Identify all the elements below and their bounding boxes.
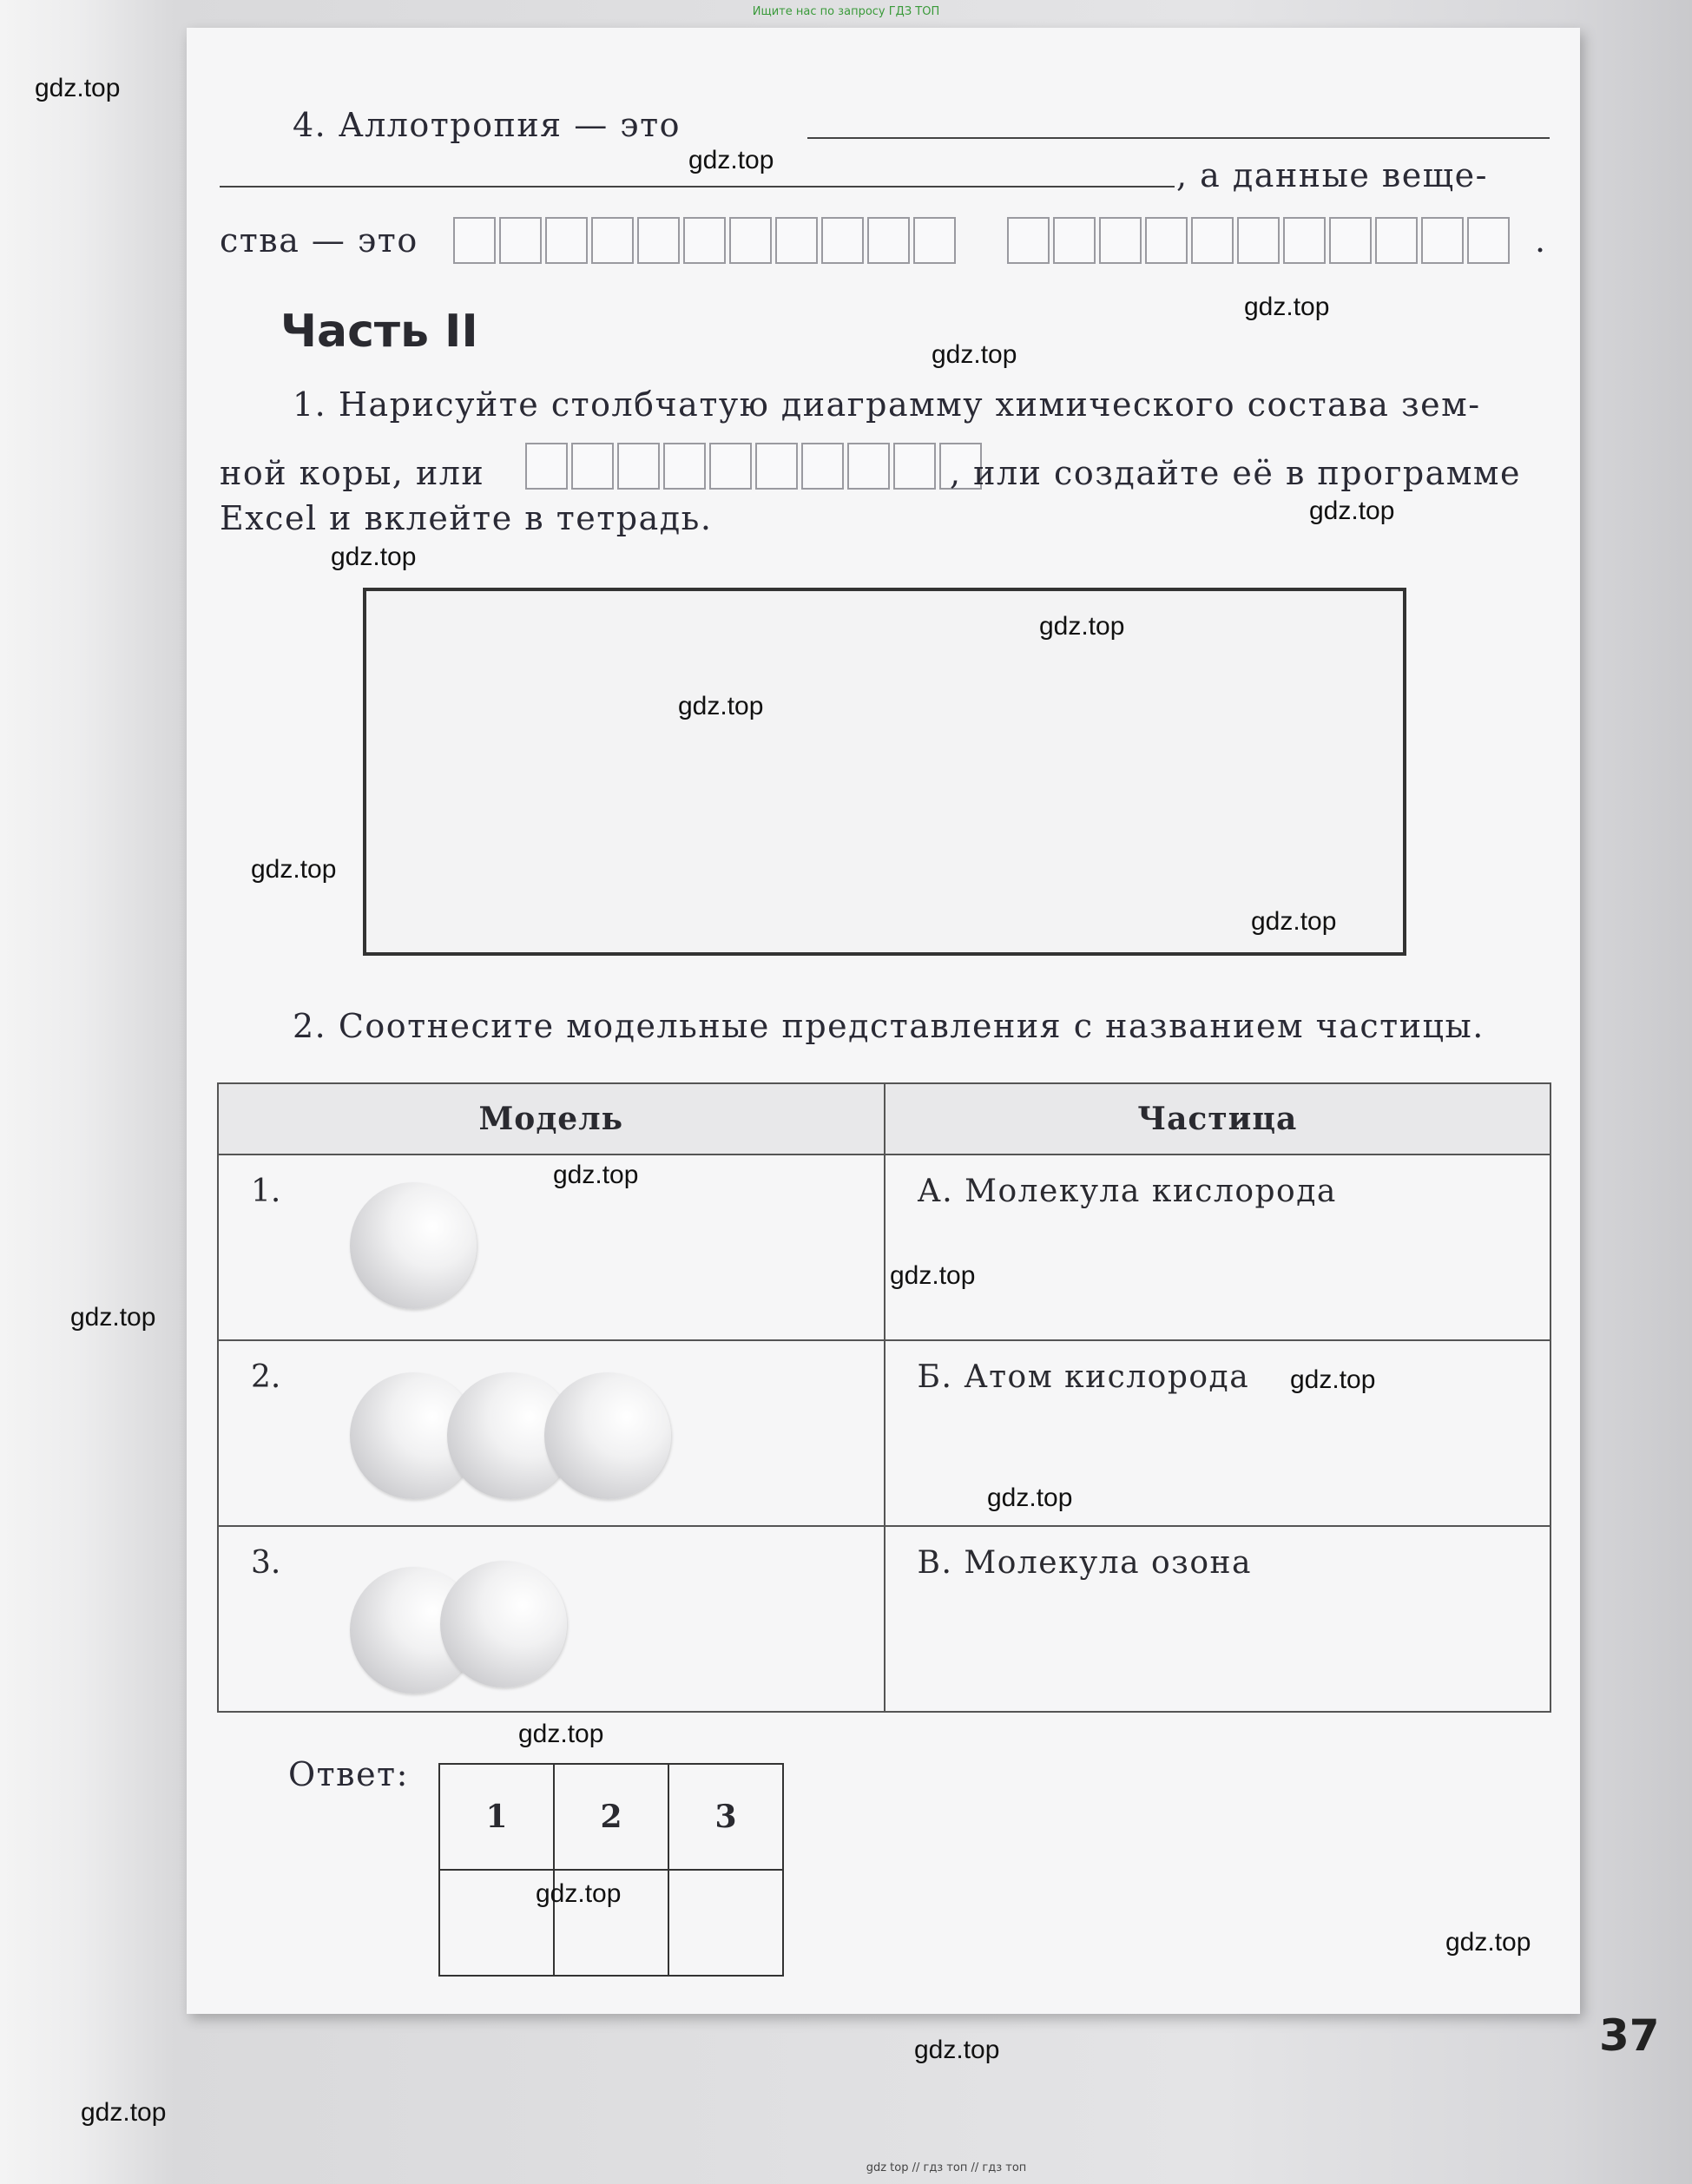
watermark: gdz.top [914, 2036, 1000, 2064]
task1-line2-suffix: , или создайте её в программе [950, 454, 1521, 492]
task4-answer-line1[interactable] [807, 137, 1550, 139]
task1-line1: 1. Нарисуйте столбчатую диаграмму химического состава зем- [293, 385, 1481, 424]
footer-note: gdz top // гдз топ // гдз топ [866, 2161, 1027, 2174]
task4-cells-word2[interactable] [1007, 217, 1513, 264]
matching-table [217, 1082, 1551, 1713]
model-cell-3 [220, 1528, 883, 1710]
header-note: Ищите нас по запросу ГДЗ ТОП [752, 5, 940, 18]
atom-sphere [440, 1561, 567, 1687]
watermark: gdz.top [1251, 907, 1337, 936]
watermark: gdz.top [536, 1879, 622, 1908]
answer-table [438, 1763, 784, 1977]
watermark: gdz.top [1244, 293, 1330, 321]
watermark: gdz.top [1309, 497, 1395, 525]
answer-input-3[interactable] [668, 1870, 783, 1976]
task4-answer-line2[interactable] [220, 186, 1175, 187]
atom-sphere [350, 1182, 477, 1309]
answer-header-2: 2 [554, 1764, 668, 1870]
col-header-particle: Частица [885, 1083, 1551, 1154]
watermark: gdz.top [1445, 1928, 1531, 1957]
diagram-drawing-box[interactable] [363, 588, 1406, 956]
answer-header-1: 1 [439, 1764, 554, 1870]
task1-line2-prefix: ной коры, или [220, 454, 485, 492]
particle-cell-1 [886, 1156, 1550, 1339]
model-number: 2. [251, 1359, 281, 1395]
watermark: gdz.top [688, 146, 774, 174]
particle-cell-3 [886, 1528, 1550, 1710]
particle-label: В. Молекула озона [917, 1545, 1252, 1581]
task1-line3: Excel и вклейте в тетрадь. [220, 499, 713, 537]
model-number: 3. [251, 1545, 281, 1581]
watermark: gdz.top [932, 340, 1017, 369]
model-number: 1. [251, 1174, 281, 1209]
watermark: gdz.top [1039, 612, 1125, 641]
watermark: gdz.top [1290, 1365, 1376, 1394]
task4-cells-word1[interactable] [453, 217, 959, 264]
task2-text: 2. Соотнесите модельные представления с названием частицы. [293, 1007, 1485, 1045]
watermark: gdz.top [70, 1303, 156, 1332]
model-cell-2 [220, 1342, 883, 1524]
watermark: gdz.top [331, 543, 417, 571]
particle-cell-2 [886, 1342, 1550, 1524]
model-cell-1 [220, 1156, 883, 1339]
particle-label: Б. Атом кислорода [917, 1359, 1250, 1395]
page-number: 37 [1599, 2010, 1660, 2061]
watermark: gdz.top [553, 1161, 639, 1189]
atom-sphere [544, 1372, 671, 1499]
watermark: gdz.top [81, 2098, 167, 2127]
task4-line1: 4. Аллотропия — это [293, 106, 681, 144]
watermark: gdz.top [35, 74, 121, 102]
task4-line3-prefix: ства — это [220, 221, 418, 260]
watermark: gdz.top [678, 692, 764, 720]
task1-cells[interactable] [525, 443, 985, 490]
task4-line2-suffix: , а данные веще- [1176, 156, 1488, 194]
part2-heading: Часть II [280, 306, 478, 358]
watermark: gdz.top [251, 855, 337, 884]
watermark: gdz.top [890, 1261, 976, 1290]
answer-label: Ответ: [288, 1755, 409, 1793]
particle-label: А. Молекула кислорода [917, 1174, 1337, 1209]
col-header-model: Модель [218, 1083, 885, 1154]
task4-line3-end: . [1535, 221, 1547, 260]
watermark: gdz.top [987, 1483, 1073, 1512]
answer-header-3: 3 [668, 1764, 783, 1870]
watermark: gdz.top [518, 1720, 604, 1748]
